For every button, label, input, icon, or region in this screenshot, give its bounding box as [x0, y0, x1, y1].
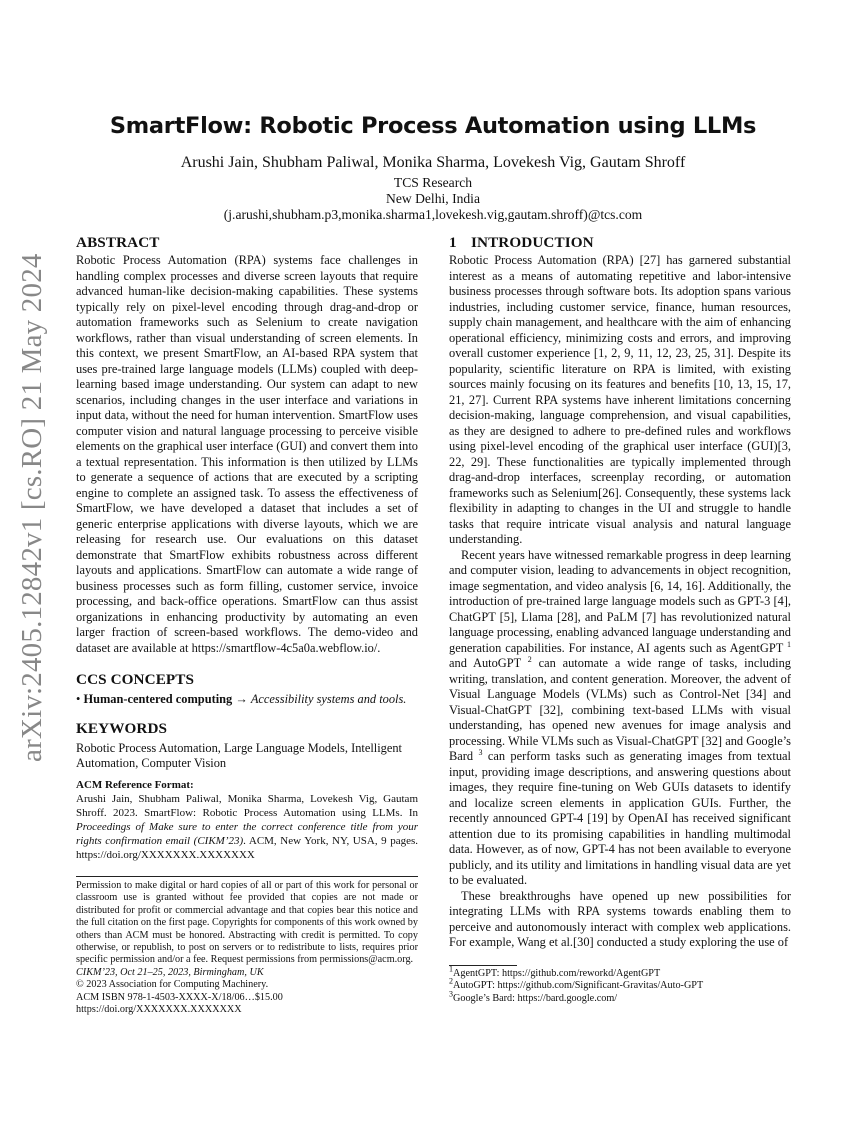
intro-paragraph-2	[449, 548, 791, 889]
permission-text: Permission to make digital or hard copies of all or part of this work for personal or classroom use is granted without fee provided that copies are not made or distributed for profit or commercial advantage and that copies bear this notice and the full citation on the first page. Copyrights for components of this work owned by others than ACM must be honored. Abstracting with credit is permitted. To copy otherwise, or republish, to post on servers or to redistribute to lists, requires prior specific permission and/or a fee. Request permissions from permissions@acm.org.	[76, 880, 418, 966]
footnote-ref-3[interactable]: 3	[478, 747, 483, 757]
ccs-concept-sub: Accessibility systems and tools.	[250, 692, 407, 706]
keywords-heading: KEYWORDS	[76, 719, 168, 737]
footnote-ref-1[interactable]: 1	[787, 639, 791, 649]
footnote-text: Google’s Bard: https://bard.google.com/	[453, 992, 618, 1004]
acm-reference	[76, 778, 418, 862]
footnote-text: AutoGPT: https://github.com/Significant-Gravitas/Auto-GPT	[453, 980, 704, 992]
footnote-mark: 2	[449, 977, 453, 987]
footnote-text: AgentGPT: https://github.com/reworkd/AgentGPT	[453, 968, 661, 979]
location: New Delhi, India	[386, 191, 480, 206]
intro-p2-part-d: can perform tasks such as generating images from textual input, providing image descriptions, and answering questions about images, they require fine-tuning on Web GUIs datasets to identify and localize screen elements in application GUIs. Further, the recently announced GPT-4 [19] by OpenAI has received significant attention due to its promising capabilities in handling multimodal data. However, as of now, GPT-4 has not been available to everyone publicly, and its utility and limitations in handling visual data are yet to be evaluated.	[449, 749, 791, 887]
section-title: INTRODUCTION	[471, 234, 594, 251]
left-column	[76, 234, 418, 862]
ccs-heading: CCS CONCEPTS	[76, 671, 195, 688]
permission-block	[76, 876, 418, 1016]
footnote-item	[449, 964, 791, 980]
footnote-item	[449, 977, 791, 992]
ccs-concept-main: Human-centered computing	[83, 692, 233, 706]
copyright: © 2023 Association for Computing Machinery.	[76, 979, 269, 991]
footnote-item	[449, 989, 791, 1005]
arrow-icon: →	[235, 692, 248, 706]
acm-reference-text	[76, 792, 418, 862]
acm-reference-part1: Arushi Jain, Shubham Paliwal, Monika Sharma, Lovekesh Vig, Gautam Shroff. 2023. SmartFlow: Robotic Process Automation using LLMs. In	[76, 792, 418, 819]
acm-reference-part2: . ACM, New York, NY, USA, 9 pages. https://doi.org/XXXXXXX.XXXXXXX	[76, 834, 419, 861]
acm-reference-heading: ACM Reference Format:	[76, 778, 194, 791]
intro-paragraph-1: Robotic Process Automation (RPA) [27] has garnered substantial interest as a means of automating repetitive and labor-intensive business processes through software bots. Its adoption spans various industries, including customer service, finance, human resources, supply chain management, and healthcare with the aim of enhancing operational efficiency, minimizing costs and errors, and improving overall customer experience [1, 2, 9, 11, 12, 23, 25, 31]. Despite its popularity, scientific literature on RPA is limited, with existing sources mainly focusing on its features and benefits [10, 13, 15, 17, 21, 27]. Current RPA systems have inherent limitations concerning decision-making, language comprehension, and visual capabilities, as they are designed to adhere to pre-defined rules and workflows using pixel-level encoding of the graphical user interface (GUI)[3, 22, 29]. These functionalities are typically implemented through drag-and-drop interfaces, screenplay recording, or automation frameworks such as Selenium[26]. Consequently, these systems lack flexibility in adapting to changes in the UI and struggle to handle tasks that require intricate visual analysis and natural language understanding.	[449, 253, 791, 546]
acm-reference-venue: Proceedings of Make sure to enter the correct conference title from your rights confirmation email (CIKM’23)	[76, 820, 418, 847]
isbn: ACM ISBN 978-1-4503-XXXX-X/18/06…$15.00	[76, 991, 283, 1003]
conference-info: CIKM’23, Oct 21–25, 2023, Birmingham, UK	[76, 966, 264, 978]
intro-p2-part-a: Recent years have witnessed remarkable progress in deep learning and computer vision, leading to advancements in object recognition, image segmentation, and video analysis [6, 14, 16]. Additionally, the introduction of pre-trained large language models such as GPT-3 [4], ChatGPT [5], Llama [28], and PaLM [7] has revolutionized natural language processing, enabling advanced language understanding and generation capabilities. For instance, AI agents such as AgentGPT	[449, 547, 791, 655]
abstract-text: Robotic Process Automation (RPA) systems face challenges in handling complex processes and diverse screen layouts that require advanced human-like decision-making capabilities. These systems typically rely on pixel-level encoding through drag-and-drop or automation frameworks such as Selenium to create navigation workflows, rather than visual understanding of screen elements. In this context, we present SmartFlow, an AI-based RPA system that uses pre-trained large language models (LLMs) coupled with deep-learning based image understanding. Our system can adapt to new scenarios, including changes in the user interface and variations in input data, without the need for human intervention. SmartFlow uses computer vision and natural language processing to perceive visible elements on the graphical user interface (GUI) and convert them into a textual representation. This information is then utilized by LLMs to generate a sequence of actions that are executed by a scripting engine to complete an assigned task. To assess the effectiveness of SmartFlow, we have developed a dataset that includes a set of generic enterprise applications with diverse layouts, which we are releasing for research use. Our evaluations on this dataset demonstrate that SmartFlow exhibits robustness across different layouts and applications. SmartFlow can automate a wide range of business processes such as form filling, customer service, invoice processing, and back-office operations. SmartFlow can thus assist organizations in enhancing productivity by automating an even larger fraction of screen-based workflows. The demo-video and dataset are available at https://smartflow-4c5a0a.webflow.io/.	[76, 253, 418, 655]
right-column	[449, 234, 791, 951]
section-number: 1	[449, 234, 457, 251]
doi: https://doi.org/XXXXXXX.XXXXXXX	[76, 1004, 242, 1016]
footnote-mark: 3	[449, 989, 453, 999]
paper-title: SmartFlow: Robotic Process Automation using LLMs	[109, 113, 757, 139]
intro-paragraph-3: These breakthroughs have opened up new possibilities for integrating LLMs with RPA systems towards enabling them to perceive and autonomously interact with complex web applications. For example, Wang et al.[30] conducted a study exploring the use of	[449, 888, 791, 949]
ccs-bullet: •	[76, 692, 81, 706]
keywords-text: Robotic Process Automation, Large Language Models, Intelligent Automation, Computer Vision	[76, 740, 402, 770]
footnotes	[449, 965, 791, 1005]
footnote-ref-2[interactable]: 2	[527, 654, 532, 664]
footnote-rule	[449, 965, 517, 966]
authors: Arushi Jain, Shubham Paliwal, Monika Sharma, Lovekesh Vig, Gautam Shroff	[180, 154, 686, 171]
intro-p2-part-c: can automate a wide range of tasks, including writing, translation, and content generation. Moreover, the advent of Visual Language Models (VLMs) such as Control-Net [34] and Visual-ChatGPT [32], combining text-based LLMs with visual understanding, has opened new avenues for image analysis and processing. While VLMs such as Visual-ChatGPT [32] and Google’s Bard	[449, 656, 791, 763]
intro-p2-part-b: and AutoGPT	[449, 656, 528, 670]
abstract-heading: ABSTRACT	[76, 234, 160, 251]
introduction-heading	[449, 234, 791, 252]
arxiv-stamp: arXiv:2405.12842v1 [cs.RO] 21 May 2024	[16, 253, 48, 762]
ccs-concept	[76, 692, 418, 708]
author-emails: (j.arushi,shubham.p3,monika.sharma1,lovekesh.vig,gautam.shroff)@tcs.com	[223, 207, 643, 222]
permission-rule	[76, 876, 418, 877]
footnote-mark: 1	[449, 964, 453, 974]
affiliation: TCS Research	[393, 175, 473, 190]
